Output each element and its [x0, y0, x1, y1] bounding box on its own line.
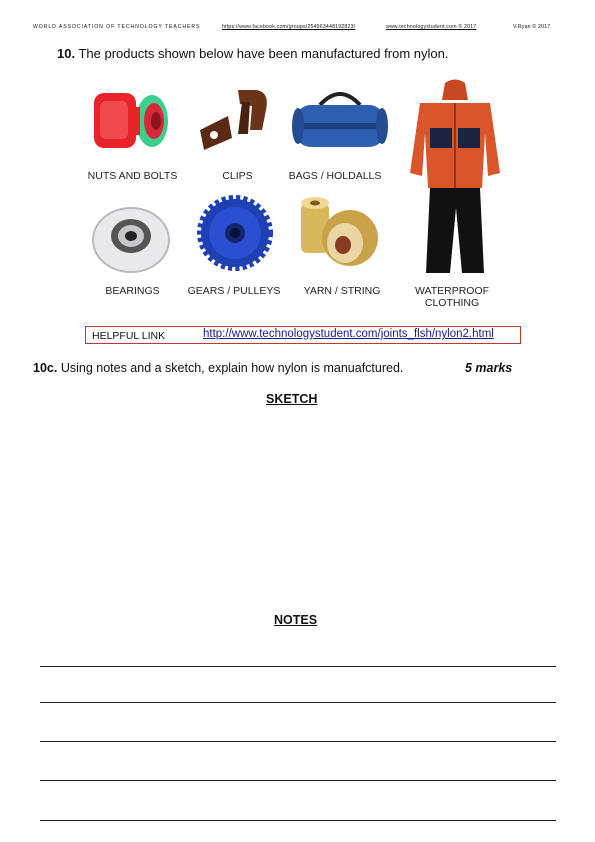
marks-label: 5 marks [465, 361, 513, 375]
product-label: WATERPROOF CLOTHING [414, 285, 490, 309]
question-text: The products shown below have been manufactured from nylon. [75, 46, 449, 61]
helpful-link-url[interactable]: http://www.technologystudent.com/joints_flsh/nylon2.html [203, 328, 494, 340]
notes-heading: NOTES [274, 613, 318, 627]
product-label: BAGS / HOLDALLS [288, 170, 382, 182]
nylon-products-figure [85, 78, 515, 313]
jacket-icon [400, 78, 510, 278]
sketch-heading: SKETCH [266, 392, 318, 406]
answer-line[interactable] [40, 820, 556, 821]
bearing-icon [87, 200, 172, 275]
question-10 [57, 46, 448, 61]
product-label: NUTS AND BOLTS [87, 170, 178, 182]
question-number: 10c. [33, 361, 58, 375]
answer-line[interactable] [40, 666, 556, 667]
header-facebook-link[interactable]: https://www.facebook.com/groups/254963448192823/ [222, 24, 356, 30]
product-label: YARN / STRING [303, 285, 381, 297]
answer-line[interactable] [40, 702, 556, 703]
bag-icon [290, 83, 390, 158]
answer-line[interactable] [40, 780, 556, 781]
question-number: 10. [57, 46, 76, 61]
product-label: BEARINGS [105, 285, 160, 297]
header-author: V.Ryan © 2017 [513, 24, 551, 30]
helpful-link-label: HELPFUL LINK [92, 330, 166, 342]
answer-line[interactable] [40, 741, 556, 742]
question-text: Using notes and a sketch, explain how nylon is manuafctured. [57, 361, 404, 375]
helpful-link-box [85, 326, 521, 344]
product-label: CLIPS [222, 170, 253, 182]
gear-icon [195, 193, 275, 273]
question-10c [33, 361, 403, 375]
nut-bolt-icon [90, 83, 175, 163]
header-org: WORLD ASSOCIATION OF TECHNOLOGY TEACHERS [33, 24, 201, 30]
clip-icon [190, 80, 275, 162]
product-label: GEARS / PULLEYS [187, 285, 281, 297]
header-site-link[interactable]: www.technologystudent.com © 2017 [386, 24, 477, 30]
yarn-icon [295, 193, 385, 278]
